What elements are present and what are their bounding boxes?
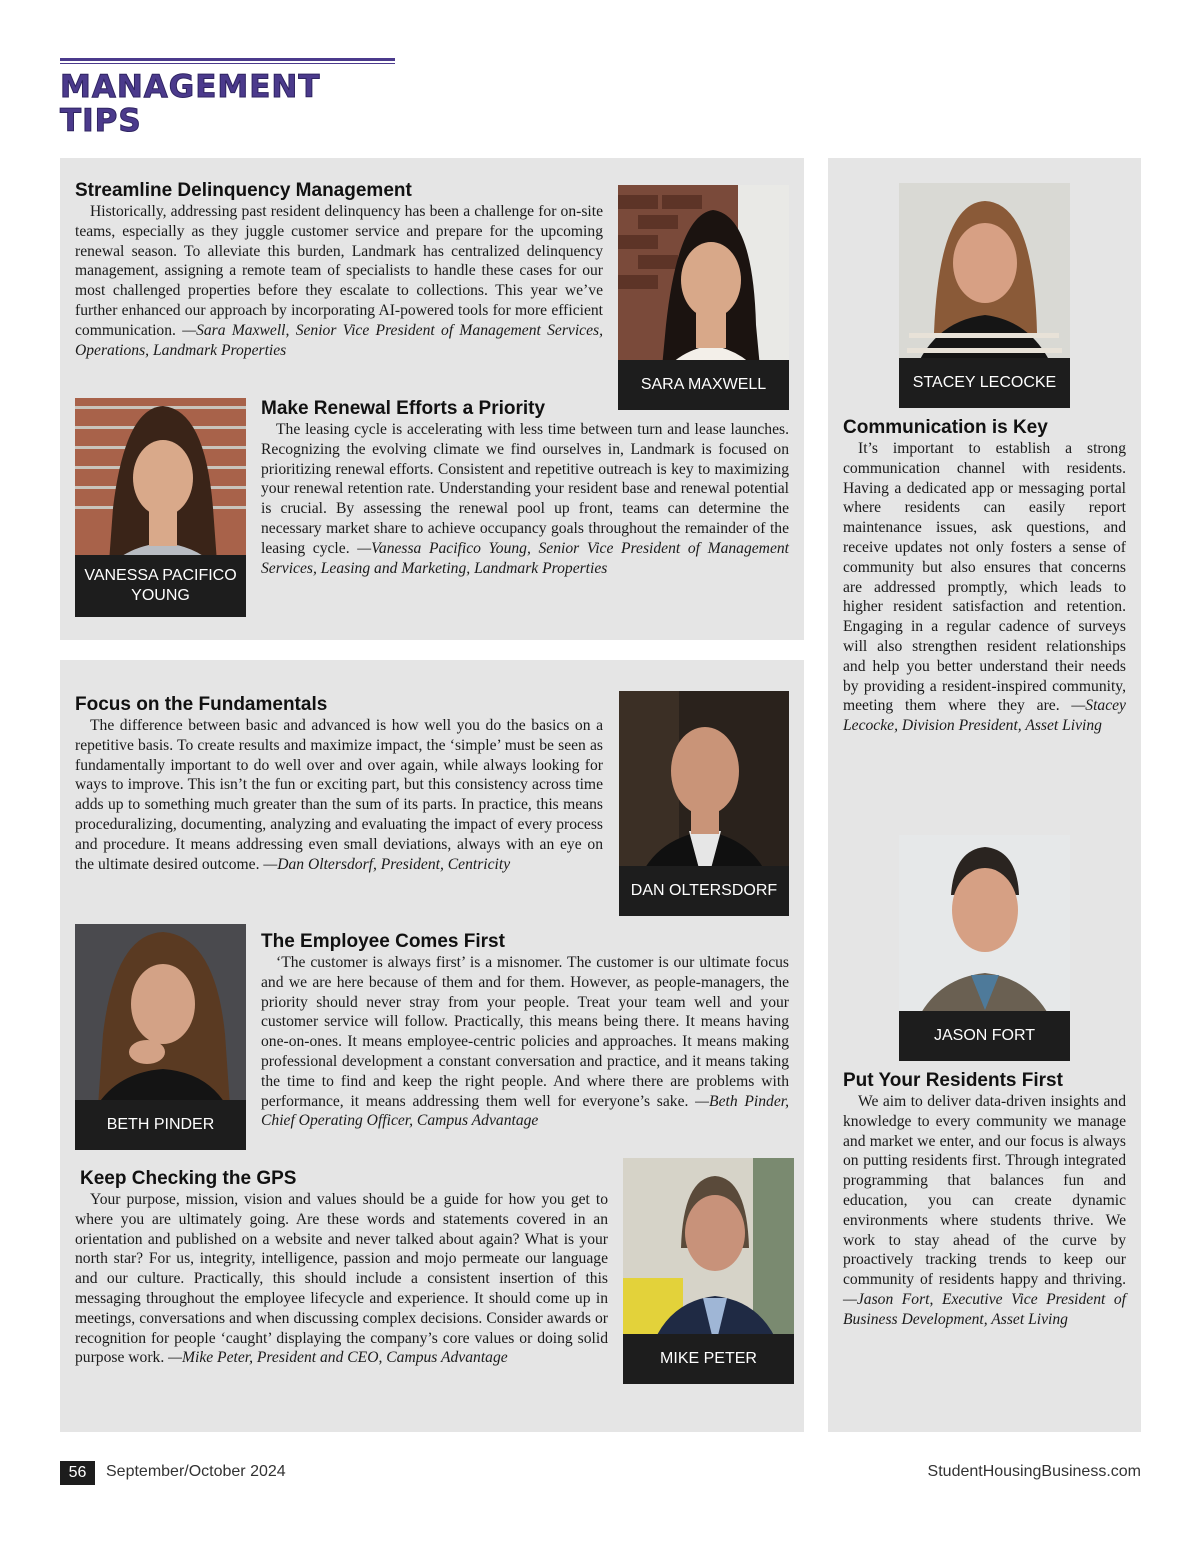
photo-caption: BETH PINDER: [75, 1100, 246, 1150]
article-attribution: —Sara Maxwell, Senior Vice President of Management Services, Operations, Landmark Properties: [75, 321, 603, 359]
article-renewal: [261, 398, 789, 578]
portrait-photo: [899, 183, 1070, 408]
article-body: Your purpose, mission, vision and values should be a guide for how you get to where you are ultimately going. Are these words and statements covered in an orientation and published on a website and never talked about again? What is your north star? For us, integrity, intelligence, passion and mojo permeate our language and our culture. Practically, this should include a consistent insertion of this messaging throughout the employee lifecycle and experience. It should come up in meetings, conversations and when discussing complex decisions. Consider awards or recognition for people ‘caught’ displaying the company’s core values or doing solid purpose work. —Mike Peter, President and CEO, Campus Advantage: [75, 1191, 608, 1367]
photo-caption: MIKE PETER: [623, 1334, 794, 1384]
article-gps: [75, 1168, 608, 1368]
article-body: The difference between basic and advanced is how well you do the basics on a repetitive basis. To create results and maximize impact, the ‘simple’ must be seen as fundamentally important to do well over and over again, while always looking for ways to improve. This isn’t the fun or exciting part, but this consistency across time adds up to something much greater than the sum of its parts. In practice, this means proceduralizing, documenting, analyzing and evaluating the impact of every process and procedure. It means addressing even small deviations, always with an eye on the ultimate desired outcome. —Dan Oltersdorf, President, Centricity: [75, 717, 603, 873]
article-residents-first: [843, 1070, 1126, 1330]
article-body: It’s important to establish a strong communication channel with residents. Having a dedicated app or messaging portal where residents can easily report maintenance issues, ask questions, and receive updates not only fosters a sense of community but also ensures that concerns are addressed promptly, which leads to higher resident satisfaction and retention. Engaging in a regular cadence of surveys will also strengthen resident relationships and help you better understand their needs by providing a resident-inspired community, meeting them where they are. —Stacey Lecocke, Division President, Asset Living: [843, 440, 1126, 735]
section-masthead: [60, 58, 395, 138]
portrait-photo: [619, 691, 789, 916]
page-number: 56: [60, 1461, 95, 1485]
issue-date: September/October 2024: [106, 1463, 286, 1480]
article-fundamentals: [75, 694, 603, 874]
article-attribution: —Stacey Lecocke, Division President, Asset Living: [843, 697, 1126, 735]
portrait-photo: [618, 185, 789, 410]
masthead-rule: [60, 58, 395, 61]
article-title: Focus on the Fundamentals: [75, 694, 328, 715]
article-body: We aim to deliver data-driven insights and knowledge to every community we manage and market we enter, and our focus is always on putting residents first. Through integrated programming that balances fun and education, you can create dynamic environments where students thrive. We work to stay ahead of the curve by proactively tracking trends to keep our community of residents happy and thriving. —Jason Fort, Executive Vice President of Business Development, Asset Living: [843, 1093, 1126, 1328]
article-attribution: —Vanessa Pacifico Young, Senior Vice President of Management Services, Leasing and Marketing, Landmark Properties: [261, 539, 789, 577]
portrait-photo: [899, 835, 1070, 1061]
article-body: The leasing cycle is accelerating with less time between turn and lease launches. Recognizing the evolving climate we find ourselves in, Landmark is focused on prioritizing renewal efforts. Consistent and repetitive outreach is key to maximizing your renewal retention rate. Understanding your resident base and renewal potential is crucial. By assessing the renewal pool up front, teams can determine the necessary market share to achieve occupancy goals throughout the remainder of the leasing cycle. —Vanessa Pacifico Young, Senior Vice President of Management Services, Leasing and Marketing, Landmark Properties: [261, 421, 789, 577]
article-attribution: —Mike Peter, President and CEO, Campus Advantage: [168, 1349, 508, 1367]
article-title: Keep Checking the GPS: [80, 1168, 297, 1189]
article-attribution: —Jason Fort, Executive Vice President of Business Development, Asset Living: [843, 1290, 1126, 1328]
photo-caption: JASON FORT: [899, 1011, 1070, 1061]
portrait-photo: [75, 398, 246, 617]
article-communication: [843, 417, 1126, 736]
portrait-photo: [623, 1158, 794, 1384]
article-title: Streamline Delinquency Management: [75, 180, 412, 201]
article-body: ‘The customer is always first’ is a misnomer. The customer is our ultimate focus and we are here because of them and for them. However, as people-managers, the priority should never stray from your people. Treat your team well and your customer service will follow. Practically, this means being there. It means having one-on-ones. It means employee-centric policies and approaches. It means making professional development a constant conversation and practice, and it means taking the time to find and keep the right people. And where there are problems with performance, it means addressing them well for everyone’s sake. —Beth Pinder, Chief Operating Officer, Campus Advantage: [261, 954, 789, 1130]
section-title: MANAGEMENT TIPS: [60, 69, 321, 139]
article-employee-first: [261, 931, 789, 1131]
article-attribution: —Dan Oltersdorf, President, Centricity: [263, 855, 511, 873]
page-footer: [60, 1461, 1141, 1485]
article-title: The Employee Comes First: [261, 931, 505, 952]
photo-caption: SARA MAXWELL: [618, 360, 789, 410]
article-title: Make Renewal Efforts a Priority: [261, 398, 546, 419]
article-title: Communication is Key: [843, 417, 1048, 438]
website-link[interactable]: StudentHousingBusiness.com: [927, 1463, 1141, 1480]
photo-caption: VANESSA PACIFICO YOUNG: [75, 555, 246, 617]
article-attribution: —Beth Pinder, Chief Operating Officer, Campus Advantage: [261, 1092, 789, 1130]
photo-caption: STACEY LECOCKE: [899, 358, 1070, 408]
article-delinquency: [75, 180, 603, 360]
article-body: Historically, addressing past resident delinquency has been a challenge for on-site teams, especially as they juggle customer service and prepare for the upcoming renewal season. To alleviate this burden, Landmark has centralized delinquency management, assigning a remote team of specialists to handle these cases for our most challenged properties before they escalate to collections. This year we’ve further enhanced our approach by incorporating AI-powered tools for more efficient communication. —Sara Maxwell, Senior Vice President of Management Services, Operations, Landmark Properties: [75, 203, 603, 359]
article-title: Put Your Residents First: [843, 1070, 1063, 1091]
masthead-rule-thin: [60, 63, 395, 64]
photo-caption: DAN OLTERSDORF: [619, 866, 789, 916]
portrait-photo: [75, 924, 246, 1150]
